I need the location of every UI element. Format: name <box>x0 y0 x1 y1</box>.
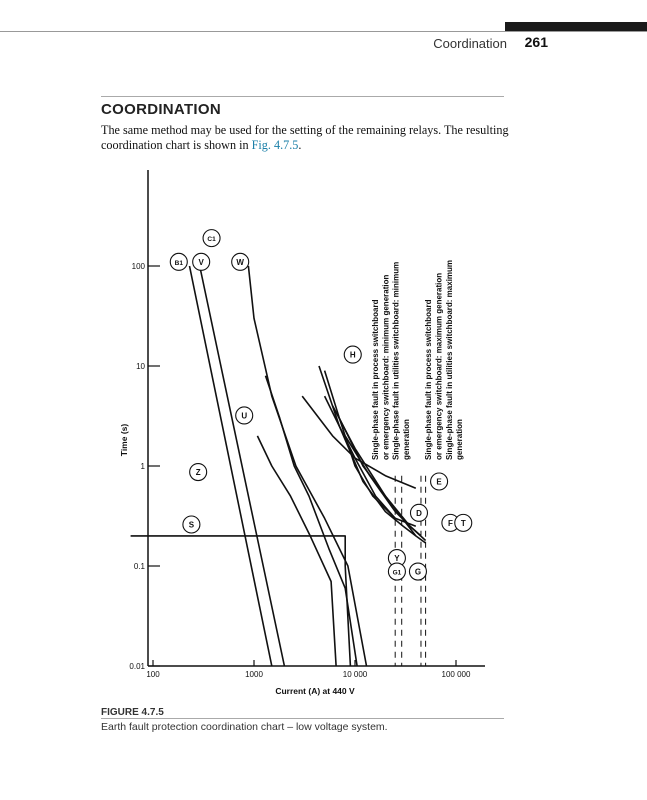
curve-label-W <box>232 253 249 270</box>
fault-annotation-line: Single-phase fault in process switchboard <box>424 299 434 460</box>
curve-label-text: B1 <box>174 259 183 267</box>
x-tick-label: 1000 <box>245 670 263 679</box>
curve-W <box>248 266 366 666</box>
curve-label-text: C1 <box>207 236 216 244</box>
figure-caption: Earth fault protection coordination chart – low voltage system. <box>101 721 388 733</box>
curve-label-E <box>431 473 448 490</box>
curve-label-C1 <box>203 230 220 247</box>
page-number: 261 <box>524 34 548 50</box>
curve-label-text: Y <box>394 554 400 564</box>
curve-label-text: U <box>241 411 248 421</box>
fault-annotation-line: generation <box>455 419 465 460</box>
curve-label-T <box>455 514 472 531</box>
x-tick-label: 10 000 <box>342 670 368 679</box>
curve-label-text: E <box>436 477 442 487</box>
body-text-end: . <box>298 138 302 152</box>
y-tick-label: 1 <box>140 462 145 471</box>
curve-label-D <box>410 504 427 521</box>
curve-label-S <box>183 516 200 533</box>
fault-annotation-block <box>371 260 464 460</box>
y-tick-label: 10 <box>136 362 145 371</box>
body-text-start: The same method may be used for the setting of the remaining relays. The resulting coordination chart is shown in <box>101 123 509 152</box>
curve-label-V <box>193 253 210 270</box>
body-paragraph <box>101 123 509 153</box>
x-tick-label: 100 <box>146 670 160 679</box>
figure-rule <box>101 718 504 719</box>
curve-label-text: Z <box>195 468 201 478</box>
curve-label-text: V <box>198 257 204 267</box>
y-tick-label: 0.01 <box>129 662 145 671</box>
section-heading: COORDINATION <box>101 101 221 118</box>
curve-label-text: H <box>349 350 356 360</box>
x-tick-label: 100 000 <box>441 670 471 679</box>
curve-S <box>131 536 351 666</box>
curve-label-Z <box>190 464 207 481</box>
y-tick-label: 100 <box>131 262 145 271</box>
y-tick-label: 0.1 <box>133 562 145 571</box>
fault-annotation-line: or emergency switchboard: minimum generation <box>381 274 391 460</box>
curve-label-B1 <box>170 253 187 270</box>
fault-annotation-line: or emergency switchboard: maximum generation <box>434 272 444 460</box>
figure-label: FIGURE 4.7.5 <box>101 707 164 718</box>
fault-annotation-line: Single-phase fault in utilities switchboard: minimum <box>391 261 401 460</box>
figure-reference-link[interactable]: Fig. 4.7.5 <box>251 138 299 152</box>
curve-label-text: F <box>447 518 453 528</box>
x-axis-title: Current (A) at 440 V <box>275 686 355 696</box>
curve-label-G <box>409 563 426 580</box>
coordination-chart <box>95 160 515 705</box>
chart-annotations <box>371 260 464 460</box>
fault-annotation-line: Single-phase fault in process switchboard <box>371 299 380 460</box>
curve-label-text: S <box>188 520 195 530</box>
header-rule <box>0 31 647 32</box>
curve-label-H <box>344 346 361 363</box>
curve-label-text: G <box>414 567 422 577</box>
fault-annotation-line: generation <box>401 419 411 460</box>
curve-label-G1 <box>388 563 405 580</box>
curve-label-text: T <box>460 518 466 528</box>
curve-label-U <box>236 407 253 424</box>
fault-annotation-line: Single-phase fault in utilities switchboard: maximum <box>444 259 454 460</box>
running-title: Coordination <box>433 36 507 51</box>
curve-label-text: W <box>236 257 244 267</box>
curve-label-text: G1 <box>392 569 402 577</box>
curve-label-text: D <box>416 508 422 518</box>
section-rule <box>101 96 504 97</box>
y-axis-title: Time (s) <box>119 423 129 457</box>
running-head <box>433 36 507 51</box>
